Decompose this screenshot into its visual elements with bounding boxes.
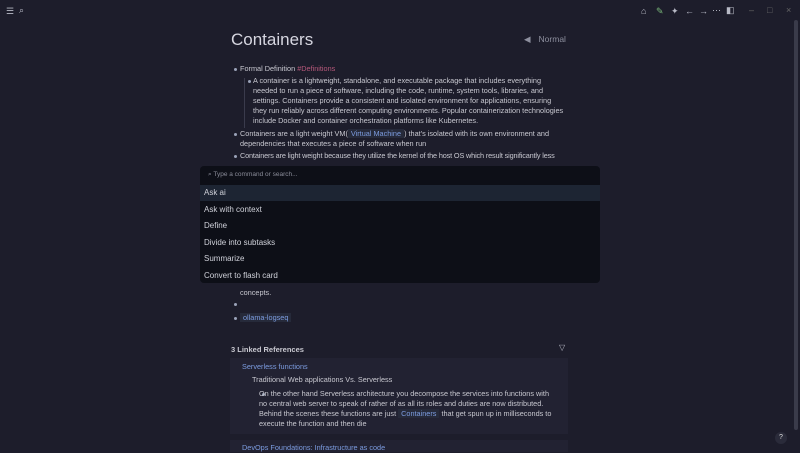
bullet[interactable]: [248, 80, 251, 83]
option-summarize[interactable]: Summarize: [204, 254, 245, 263]
page-ref-virtual-machine[interactable]: Virtual Machine: [348, 129, 404, 138]
plugin-icon[interactable]: ✎: [656, 6, 664, 16]
maximize-icon[interactable]: □: [767, 5, 773, 15]
page-title: Containers: [231, 30, 314, 49]
tag-definitions[interactable]: #Definitions: [297, 64, 336, 73]
page-ref-containers[interactable]: Containers: [398, 409, 439, 418]
command-palette: [200, 166, 600, 283]
reference-page-link[interactable]: Serverless functions: [242, 362, 308, 371]
block-concepts[interactable]: concepts.: [240, 288, 272, 297]
option-define[interactable]: Define: [204, 221, 228, 230]
forward-icon[interactable]: →: [699, 6, 708, 16]
bullet[interactable]: [234, 68, 237, 71]
close-icon[interactable]: ×: [786, 5, 792, 15]
mode-toggle[interactable]: [524, 34, 566, 45]
bullet[interactable]: [234, 155, 237, 158]
reference-page-link[interactable]: DevOps Foundations: Infrastructure as code: [242, 443, 386, 452]
bullet[interactable]: [234, 317, 237, 320]
bullet[interactable]: [234, 303, 237, 306]
option-flash-card[interactable]: Convert to flash card: [204, 271, 278, 280]
block-kernel[interactable]: Containers are light weight because they utilize the kernel of the host OS which result significantly less: [240, 151, 555, 160]
search-icon[interactable]: ⌕: [19, 5, 25, 15]
help-button[interactable]: ?: [775, 432, 787, 444]
mode-label: Normal: [538, 34, 566, 44]
block-text: ) that's isolated with its own environment and dependencies that executes a piece of software when run: [240, 129, 550, 148]
search-icon: ⌕: [208, 171, 212, 178]
option-divide-subtasks[interactable]: Divide into subtasks: [204, 238, 276, 247]
block-ollama[interactable]: [240, 313, 291, 323]
puzzle-icon[interactable]: ✦: [671, 6, 679, 16]
linked-references-title: 3 Linked References: [231, 345, 304, 354]
block-text: Containers are a light weight VM(: [240, 129, 348, 138]
block-text: that get spun up in milliseconds to execute the function and then die: [259, 409, 552, 428]
reference-card: [230, 440, 568, 452]
back-icon[interactable]: ←: [685, 6, 694, 16]
reference-block[interactable]: [259, 389, 559, 429]
block-vm[interactable]: [240, 129, 565, 149]
block-formal-definition[interactable]: [240, 64, 335, 74]
filter-icon[interactable]: ▽: [559, 343, 566, 352]
bullet[interactable]: [234, 133, 237, 136]
thread-line: [244, 78, 245, 128]
search-placeholder: Type a command or search...: [213, 171, 298, 178]
collapse-arrow-icon: ◀: [524, 34, 531, 44]
option-ask-with-context[interactable]: Ask with context: [204, 205, 262, 214]
minimize-icon[interactable]: –: [749, 5, 755, 15]
menu-icon[interactable]: ☰: [6, 6, 15, 16]
scrollbar[interactable]: [794, 20, 798, 430]
home-icon[interactable]: ⌂: [641, 6, 647, 16]
page-ref-ollama-logseq[interactable]: ollama-logseq: [240, 313, 291, 322]
command-search-input[interactable]: [208, 171, 298, 179]
sidebar-toggle-icon[interactable]: ◧: [726, 5, 735, 15]
block-text: On the other hand Serverless architecture you decompose the services into functions with no central web server to speak of rather of as all its roles and duties are now distributed. Behind the scenes these functions are just: [259, 389, 550, 418]
block-text: Formal Definition: [240, 64, 296, 73]
option-ask-ai[interactable]: Ask ai: [200, 185, 600, 201]
reference-card: [230, 358, 568, 434]
reference-parent-block[interactable]: Traditional Web applications Vs. Serverless: [252, 375, 393, 384]
more-icon[interactable]: ⋯: [712, 5, 721, 15]
block-definition-text[interactable]: A container is a lightweight, standalone, and executable package that includes everything needed to run a piece of software, including the code, runtime, system tools, libraries, and settings. Containers provide a consistent and isolated environment for applications, ensuring they run reliably across different computing environments. Popular containerization technologies include Docker and container orchestration platforms like Kubernetes.: [253, 76, 564, 125]
